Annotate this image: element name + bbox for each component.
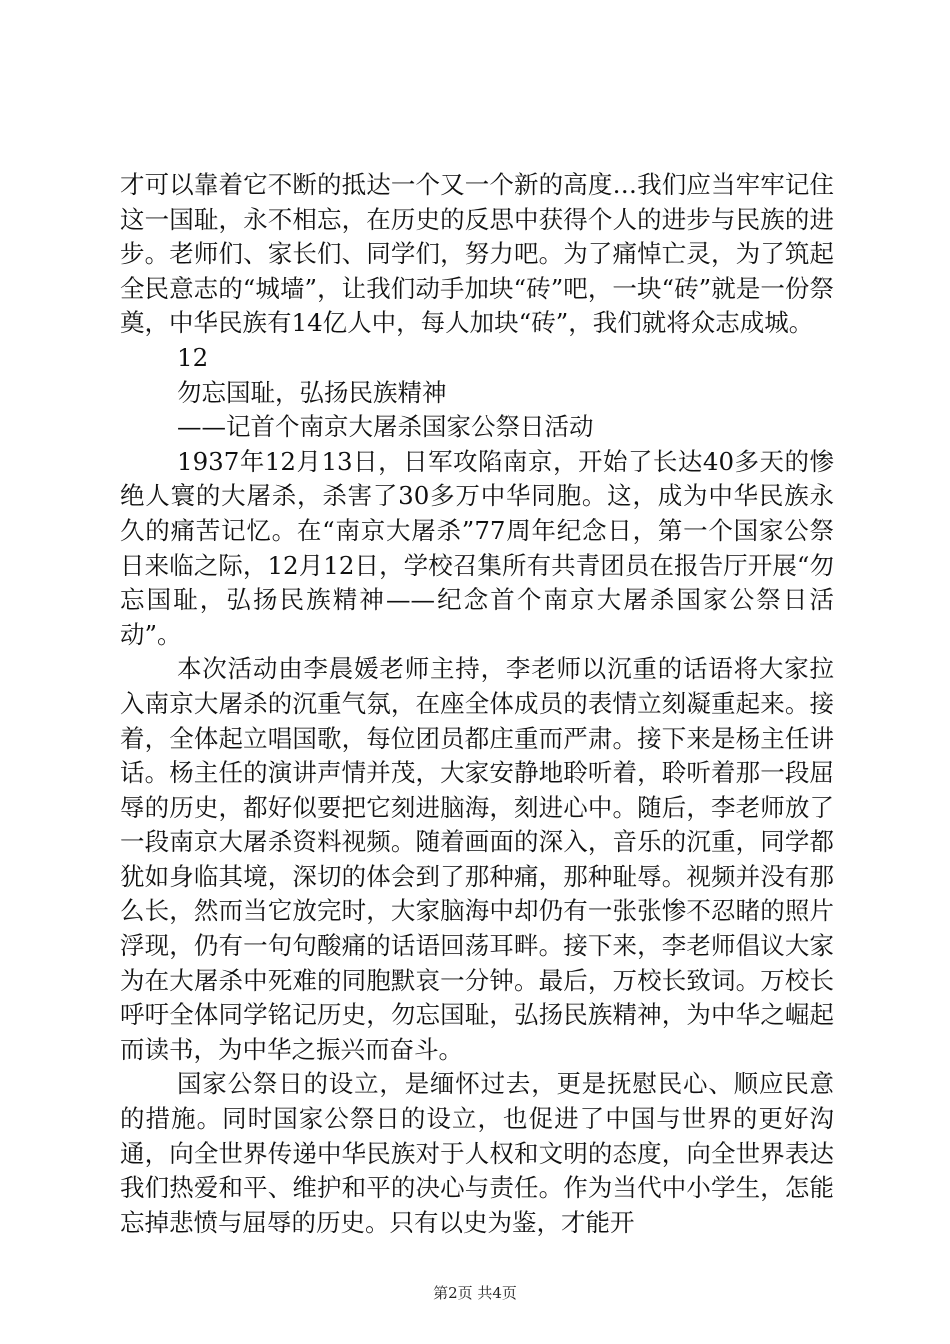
article-subtitle: ——记首个南京大屠杀国家公祭日活动 — [177, 412, 594, 442]
paragraph-1: 才可以靠着它不断的抵达一个又一个新的高度…我们应当牢牢记住这一国耻，永不相忘，在历史的反思中获得个人的进步与民族的进步。老师们、家长们、同学们，努力吧。为了痛悼亡灵，为了筑起全民意志的“城墙”，让我们动手加块“砖”吧，一块“砖”就是一份祭奠，中华民族有14亿人中，每人加块“砖”，我们就将众志成城。 — [120, 170, 834, 338]
paragraph-3: 本次活动由李晨媛老师主持，李老师以沉重的话语将大家拉入南京大屠杀的沉重气氛，在座全体成员的表情立刻凝重起来。接着，全体起立唱国歌，每位团员都庄重而严肃。接下来是杨主任讲话。杨主任的演讲声情并茂，大家安静地聆听着，聆听着那一段屈辱的历史，都好似要把它刻进脑海，刻进心中。随后，李老师放了一段南京大屠杀资料视频。随着画面的深入，音乐的沉重，同学都犹如身临其境，深切的体会到了那种痛，那种耻辱。视频并没有那么长，然而当它放完时，大家脑海中却仍有一张张惨不忍睹的照片浮现，仍有一句句酸痛的话语回荡耳畔。接下来，李老师倡议大家为在大屠杀中死难的同胞默哀一分钟。最后，万校长致词。万校长呼吁全体同学铭记历史，勿忘国耻，弘扬民族精神，为中华之崛起而读书，为中华之振兴而奋斗。 — [120, 654, 834, 1064]
section-number: 12 — [177, 342, 209, 372]
page-number-label: 第2页 共4页 — [433, 1284, 517, 1302]
paragraph-2: 1937年12月13日，日军攻陷南京，开始了长达40多天的惨绝人寰的大屠杀，杀害了30多万中华同胞。这，成为中华民族永久的痛苦记忆。在“南京大屠杀”77周年纪念日，第一个国家公祭日来临之际，12月12日，学校召集所有共青团员在报告厅开展“勿忘国耻，弘扬民族精神——纪念首个南京大屠杀国家公祭日活动”。 — [120, 446, 834, 649]
page-footer — [0, 1283, 950, 1303]
article-title: 勿忘国耻，弘扬民族精神 — [177, 377, 447, 407]
paragraph-4: 国家公祭日的设立，是缅怀过去，更是抚慰民心、顺应民意的措施。同时国家公祭日的设立，也促进了中国与世界的更好沟通，向全世界传递中华民族对于人权和文明的态度，向全世界表达我们热爱和平、维护和平的决心与责任。作为当代中小学生，怎能忘掉悲愤与屈辱的历史。只有以史为鉴，才能开 — [120, 1069, 834, 1237]
document-body — [120, 168, 834, 1240]
